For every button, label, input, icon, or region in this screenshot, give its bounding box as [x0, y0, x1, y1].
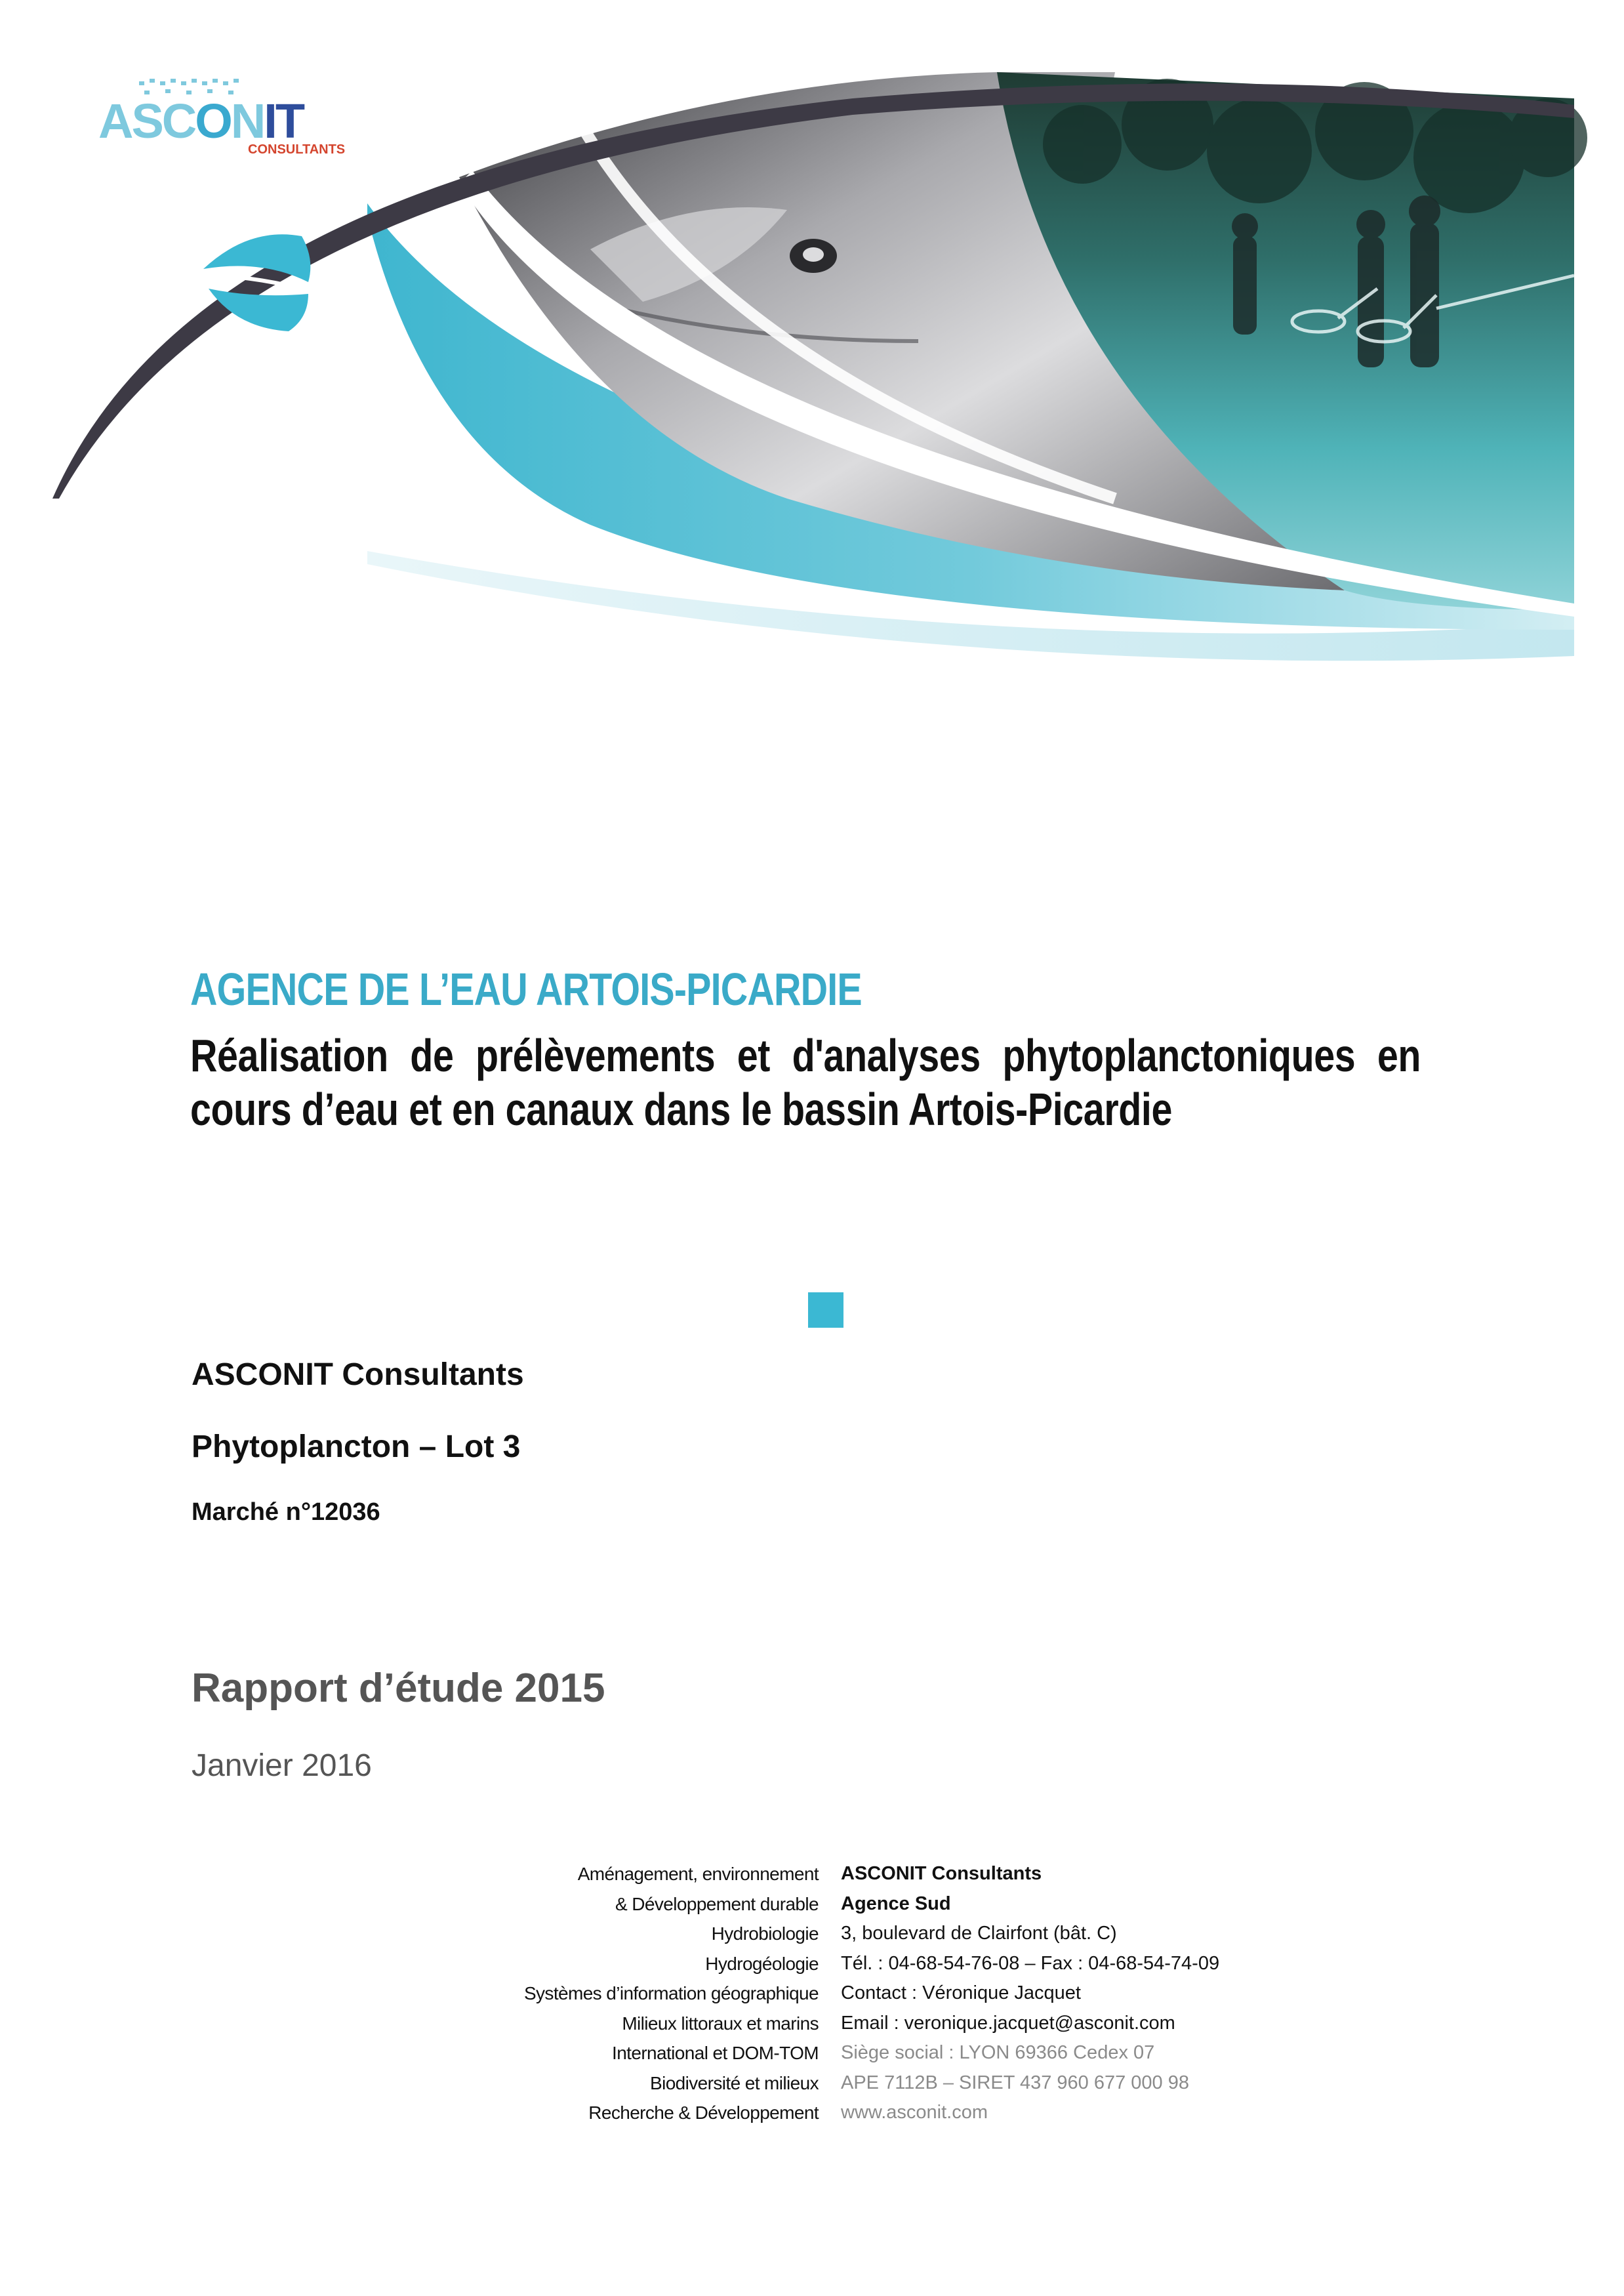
contract-number: Marché n°12036: [192, 1498, 380, 1526]
logo-text-n: N: [230, 94, 264, 148]
asconit-logo: [92, 72, 354, 164]
activity-item: Aménagement, environnement: [577, 1864, 819, 1884]
agency-heading: AGENCE DE L’EAU ARTOIS-PICARDIE: [190, 964, 862, 1015]
contact-company: ASCONIT Consultants: [841, 1863, 1042, 1884]
activity-item: & Développement durable: [615, 1893, 819, 1914]
logo-text-o: O: [195, 94, 231, 148]
contact-email[interactable]: Email : veronique.jacquet@asconit.com: [841, 2012, 1175, 2034]
activity-item: Systèmes d’information géographique: [523, 1983, 819, 2003]
logo-text-it: IT: [264, 94, 304, 148]
contact-phone: Tél. : 04-68-54-76-08 – Fax : 04-68-54-74-09: [841, 1952, 1220, 1974]
contact-website[interactable]: www.asconit.com: [841, 2102, 988, 2123]
contact-address: 3, boulevard de Clairfont (bât. C): [841, 1923, 1117, 1944]
footer-activities-list: [524, 1859, 819, 2128]
company-name: ASCONIT Consultants: [192, 1357, 524, 1392]
svg-text:ASCONIT: [98, 94, 305, 148]
contact-agency: Agence Sud: [841, 1893, 951, 1914]
accent-square: [808, 1292, 843, 1328]
activity-item: Recherche & Développement: [588, 2102, 819, 2123]
contact-head-office: Siège social : LYON 69366 Cedex 07: [841, 2042, 1155, 2063]
activity-item: Hydrogéologie: [705, 1953, 819, 1974]
logo-subtitle: CONSULTANTS: [248, 142, 346, 157]
activity-item: International et DOM-TOM: [612, 2043, 819, 2063]
main-title: [190, 1029, 1427, 1136]
contact-person: Contact : Véronique Jacquet: [841, 1982, 1081, 2003]
activity-item: Biodiversité et milieux: [650, 2072, 819, 2093]
activity-item: Milieux littoraux et marins: [622, 2013, 819, 2034]
report-title: Rapport d’étude 2015: [192, 1666, 605, 1711]
lot-label: Phytoplancton – Lot 3: [192, 1429, 521, 1464]
footer-contact-block: [841, 1859, 1219, 2128]
main-title-line-2: cours d’eau et en canaux dans le bassin Artois-Picardie: [190, 1084, 1172, 1135]
logo-text-asc: ASC: [98, 94, 195, 148]
main-title-line-1: Réalisation de prélèvements et d'analyses phytoplanctoniques en: [190, 1030, 1421, 1081]
report-date: Janvier 2016: [192, 1748, 372, 1783]
contact-registration: APE 7112B – SIRET 437 960 677 000 98: [841, 2072, 1189, 2093]
activity-item: Hydrobiologie: [711, 1923, 819, 1944]
